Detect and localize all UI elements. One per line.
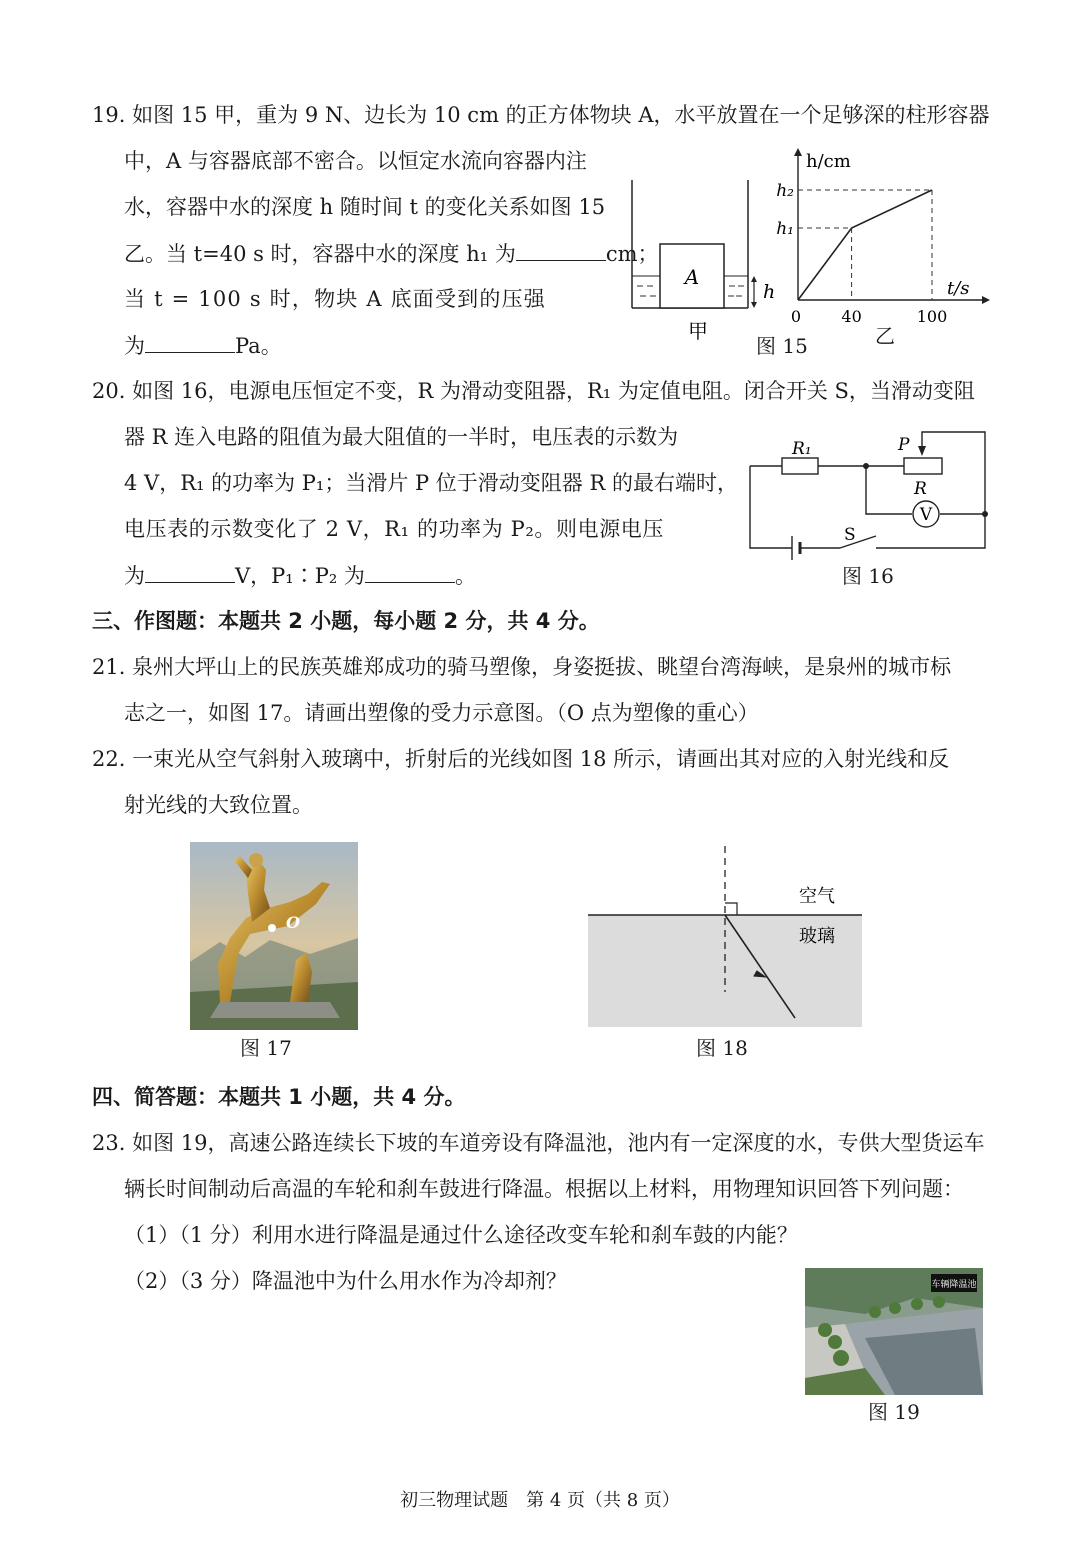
q19-line-5: 当 t = 100 s 时，物块 A 底面受到的压强 xyxy=(124,287,546,311)
label-r: R xyxy=(914,479,927,499)
answer-blank-h1[interactable] xyxy=(516,238,606,261)
section-3-heading: 三、作图题：本题共 2 小题，每小题 2 分，共 4 分。 xyxy=(92,609,600,633)
label-p: P xyxy=(898,435,910,455)
q19-line-6 xyxy=(124,330,282,361)
answer-blank-pressure[interactable] xyxy=(145,330,235,353)
q20-line-2: 器 R 连入电路的阻值为最大阻值的一半时，电压表的示数为 xyxy=(124,425,679,449)
answer-blank-ratio[interactable] xyxy=(365,560,455,583)
figure-15-jia xyxy=(626,176,776,346)
x-tick-label-40: 40 xyxy=(841,307,862,326)
label-air: 空气 xyxy=(799,886,835,907)
q23-sub-1: （1）（1 分）利用水进行降温是通过什么途径改变车轮和刹车鼓的内能？ xyxy=(124,1223,798,1247)
q20-line-5 xyxy=(124,560,476,591)
q19-line-6-text: 为 xyxy=(124,334,145,358)
q19-line-6-unit: Pa。 xyxy=(235,334,282,358)
wire-voltmeter-left xyxy=(866,466,912,514)
h-label: h xyxy=(763,281,776,303)
x-axis-label: t/s xyxy=(947,278,970,299)
label-glass: 玻璃 xyxy=(799,926,835,947)
section-4-heading: 四、简答题：本题共 1 小题，共 4 分。 xyxy=(92,1085,466,1109)
sign-text: 车辆降温池 xyxy=(931,1280,977,1290)
q21-line-1: 21. 泉州大坪山上的民族英雄郑成功的骑马塑像，身姿挺拔、眺望台湾海峡，是泉州的城市标 xyxy=(92,655,952,679)
yi-label-text: 乙 xyxy=(875,324,895,348)
label-v: V xyxy=(919,505,933,525)
q23-line-2: 辆长时间制动后高温的车轮和刹车鼓进行降温。根据以上材料，用物理知识回答下列问题： xyxy=(124,1177,964,1201)
junction-left xyxy=(863,463,869,469)
y-tick-label-2: h₂ xyxy=(776,181,794,201)
jia-label: 甲 xyxy=(688,319,708,343)
block-a-label: A xyxy=(684,265,700,289)
figure-15-caption: 图 15 xyxy=(756,334,808,358)
figure-17-statue-photo xyxy=(190,842,358,1030)
q19-line-4 xyxy=(124,238,659,269)
label-r1: R₁ xyxy=(792,439,812,459)
figure-18-caption: 图 18 xyxy=(696,1036,748,1060)
q19-line-4-unit: cm； xyxy=(605,242,659,266)
q20-line-5-end: 。 xyxy=(454,564,476,588)
page-footer: 初三物理试题 第 4 页（共 8 页） xyxy=(400,1490,680,1511)
series-line-h-vs-t xyxy=(798,190,932,300)
y-axis-arrow xyxy=(794,148,802,156)
q20-line-4: 电压表的示数变化了 2 V，R₁ 的功率为 P₂。则电源电压 xyxy=(124,517,665,541)
q20-line-3: 4 V，R₁ 的功率为 P₁；当滑片 P 位于滑动变阻器 R 的最右端时， xyxy=(124,471,738,495)
wire-left xyxy=(750,466,792,548)
q19-line-4-text: 乙。当 t=40 s 时，容器中水的深度 h₁ 为 xyxy=(124,242,516,266)
slide-rheostat-r xyxy=(904,458,942,474)
figure-19-cooling-pool-photo xyxy=(805,1268,983,1395)
q23-sub-2: （2）（3 分）降温池中为什么用水作为冷却剂？ xyxy=(124,1269,567,1293)
q19-line-1: 19. 如图 15 甲，重为 9 N、边长为 10 cm 的正方体物块 A，水平放置在一个足够深的柱形容器 xyxy=(92,103,990,127)
slider-p-arrow xyxy=(918,446,926,456)
answer-blank-voltage[interactable] xyxy=(145,560,235,583)
x-tick-label-0: 0 xyxy=(790,307,802,326)
x-axis-arrow xyxy=(982,296,990,304)
q20-line-5-text: 为 xyxy=(124,564,145,588)
figure-19-caption: 图 19 xyxy=(868,1400,920,1424)
label-s: S xyxy=(844,525,856,545)
q20-line-1: 20. 如图 16，电源电压恒定不变，R 为滑动变阻器，R₁ 为定值电阻。闭合开关 S，当滑动变阻 xyxy=(92,379,975,403)
y-axis-label: h/cm xyxy=(806,151,851,172)
figure-17-caption: 图 17 xyxy=(240,1036,292,1060)
x-tick-label-100: 100 xyxy=(916,307,948,326)
figure-16-circuit xyxy=(744,424,994,564)
q19-line-3: 水，容器中水的深度 h 随时间 t 的变化关系如图 15 xyxy=(124,195,606,219)
junction-right xyxy=(982,511,988,517)
q23-line-1: 23. 如图 19，高速公路连续长下坡的车道旁设有降温池，池内有一定深度的水，专供大型货运车 xyxy=(92,1131,985,1155)
right-angle-mark xyxy=(725,903,737,915)
q22-line-1: 22. 一束光从空气斜射入玻璃中，折射后的光线如图 18 所示，请画出其对应的入射光线和反 xyxy=(92,747,950,771)
q21-line-2: 志之一，如图 17。请画出塑像的受力示意图。（O 点为塑像的重心） xyxy=(124,701,759,725)
y-tick-label-1: h₁ xyxy=(776,219,794,239)
resistor-r1 xyxy=(782,458,818,474)
q22-line-2: 射光线的大致位置。 xyxy=(124,793,313,817)
label-o: O xyxy=(286,913,300,932)
center-of-gravity-dot xyxy=(268,924,276,932)
q20-line-5-mid: V，P₁∶P₂ 为 xyxy=(235,564,365,588)
figure-16-caption: 图 16 xyxy=(842,564,894,588)
q19-line-2: 中，A 与容器底部不密合。以恒定水流向容器内注 xyxy=(124,149,587,173)
figure-18-refraction xyxy=(585,842,865,1032)
